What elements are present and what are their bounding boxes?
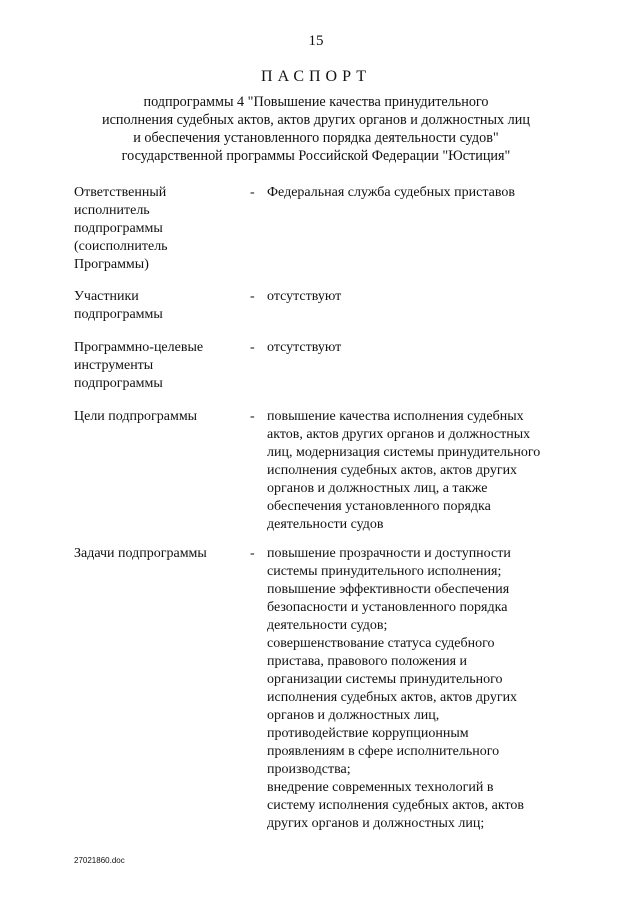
subtitle-line: и обеспечения установленного порядка деятельности судов" (133, 130, 499, 146)
label-line: Задачи подпрограммы (74, 546, 207, 561)
row-label (74, 184, 239, 274)
label-line: Ответственный (74, 185, 167, 200)
value-line: повышение эффективности обеспечения (267, 582, 510, 597)
value-line: органов и должностных лиц, а также (267, 481, 488, 496)
label-line: Цели подпрограммы (74, 409, 198, 424)
subtitle-line: подпрограммы 4 "Повышение качества принудительного (143, 94, 489, 110)
document-title: ПАСПОРТ (261, 68, 371, 85)
row-dash: - (250, 289, 255, 304)
value-line: повышение прозрачности и доступности (267, 546, 511, 561)
value-line: систему исполнения судебных актов, актов (267, 798, 524, 813)
value-line: других органов и должностных лиц; (267, 816, 485, 831)
row-value (267, 545, 572, 833)
row-value (267, 339, 572, 357)
row-dash: - (250, 185, 255, 200)
value-line: исполнения судебных актов, актов других (267, 690, 518, 705)
subtitle-line: государственной программы Российской Федерации "Юстиция" (121, 148, 511, 164)
file-reference: 27021860.doc (74, 856, 125, 865)
value-line: деятельности судов; (267, 618, 388, 633)
page-number: 15 (308, 33, 324, 49)
row-label (74, 288, 239, 324)
label-line: подпрограммы (74, 221, 163, 236)
label-line: Программно-целевые (74, 340, 204, 355)
value-line: организации системы принудительного (267, 672, 503, 687)
value-line: проявлениям в сфере исполнительного (267, 744, 500, 759)
label-line: подпрограммы (74, 376, 163, 391)
value-line: Федеральная служба судебных приставов (267, 185, 515, 200)
row-label (74, 339, 239, 393)
value-line: обеспечения установленного порядка (267, 499, 491, 514)
value-line: лиц, модернизация системы принудительного (267, 445, 541, 460)
value-line: системы принудительного исполнения; (267, 564, 502, 579)
label-line: Программы) (74, 257, 149, 272)
value-line: внедрение современных технологий в (267, 780, 494, 795)
value-line: деятельности судов (267, 517, 384, 532)
row-label (74, 545, 239, 563)
value-line: повышение качества исполнения судебных (267, 409, 524, 424)
row-value (267, 408, 572, 534)
value-line: производства; (267, 762, 351, 777)
document-subtitle (60, 93, 572, 165)
subtitle-line: исполнения судебных актов, актов других органов и должностных лиц (102, 112, 530, 128)
value-line: отсутствуют (267, 340, 342, 355)
row-dash: - (250, 409, 255, 424)
value-line: органов и должностных лиц, (267, 708, 440, 723)
label-line: исполнитель (74, 203, 150, 218)
value-line: противодействие коррупционным (267, 726, 469, 741)
row-value (267, 288, 572, 306)
label-line: подпрограммы (74, 307, 163, 322)
label-line: (соисполнитель (74, 239, 168, 254)
value-line: отсутствуют (267, 289, 342, 304)
label-line: инструменты (74, 358, 154, 373)
row-dash: - (250, 546, 255, 561)
label-line: Участники (74, 289, 139, 304)
value-line: безопасности и установленного порядка (267, 600, 508, 615)
row-dash: - (250, 340, 255, 355)
value-line: пристава, правового положения и (267, 654, 468, 669)
value-line: совершенствование статуса судебного (267, 636, 495, 651)
value-line: актов, актов других органов и должностных (267, 427, 531, 442)
row-value (267, 184, 572, 202)
value-line: исполнения судебных актов, актов других (267, 463, 518, 478)
row-label (74, 408, 239, 426)
